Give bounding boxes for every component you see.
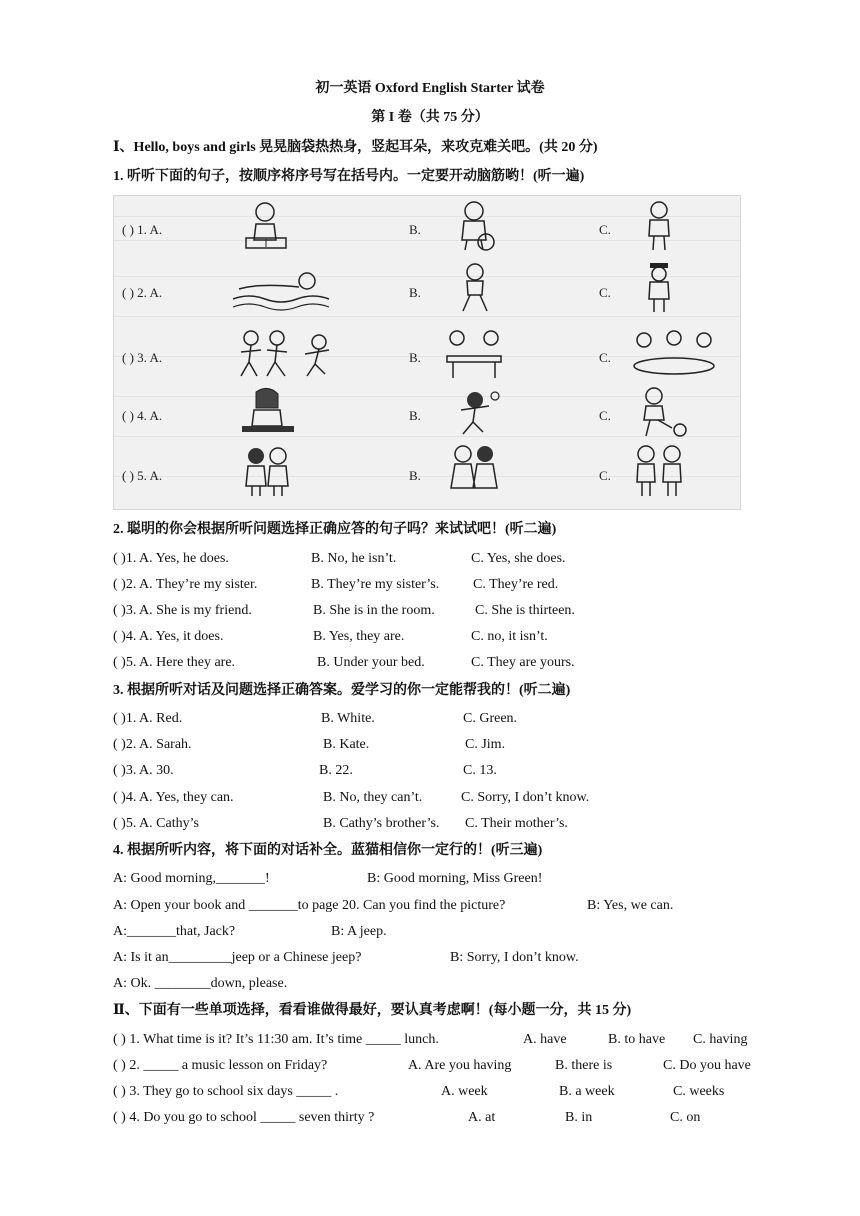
boy-jumping-icon: [439, 386, 509, 438]
exam-title: 初一英语 Oxford English Starter 试卷: [315, 81, 545, 96]
boy-walking-icon: [439, 263, 509, 315]
picture-row-2: ( ) 2. A. B. C.: [114, 261, 740, 319]
children-at-table-icon: [439, 328, 509, 380]
boy-with-ball-icon: [439, 200, 509, 252]
two-boys-icon: [624, 444, 694, 496]
boy-with-cap-icon: [624, 261, 694, 313]
student-reading-icon: [232, 200, 302, 252]
two-girls-icon: [232, 444, 302, 496]
picture-row-4: ( ) 4. A. B. C.: [114, 384, 740, 442]
boy-standing-icon: [624, 200, 694, 252]
picture-row-1: ( ) 1. A. B. C.: [114, 198, 740, 256]
girl-at-desk-icon: [232, 386, 302, 438]
q1-heading: 1. 听听下面的句子，按顺序将序号写在括号内。一定要开动脑筋哟！(听一遍): [113, 169, 585, 184]
couple-dancing-icon: [439, 444, 509, 496]
picture-row-label: ( ) 1. A.: [122, 222, 163, 237]
children-running-icon: [229, 328, 339, 380]
exam-subtitle: 第 I 卷（共 75 分）: [371, 110, 489, 125]
family-dinner-icon: [624, 328, 724, 380]
swimming-icon: [229, 263, 339, 315]
picture-row-3: ( ) 3. A. B. C.: [114, 326, 740, 384]
q2-heading: 2. 聪明的你会根据所听问题选择正确应答的句子吗？来试试吧！(听二遍): [113, 522, 557, 537]
listening-picture-panel: [113, 195, 741, 510]
q4-heading: 4. 根据所听内容，将下面的对话补全。蓝猫相信你一定行的！(听三遍): [113, 843, 543, 858]
q3-heading: 3. 根据所听对话及问题选择正确答案。爱学习的你一定能帮我的！(听二遍): [113, 683, 571, 698]
part2-heading: Ⅱ、下面有一些单项选择，看看谁做得最好，要认真考虑啊！(每小题一分，共 15 分): [113, 1003, 632, 1018]
picture-row-5: ( ) 5. A. B. C.: [114, 444, 740, 502]
part1-heading: Ⅰ、Hello, boys and girls 晃晃脑袋热热身，竖起耳朵，来攻克难关吧。(共 20 分): [113, 140, 598, 155]
boy-kicking-ball-icon: [624, 386, 694, 438]
